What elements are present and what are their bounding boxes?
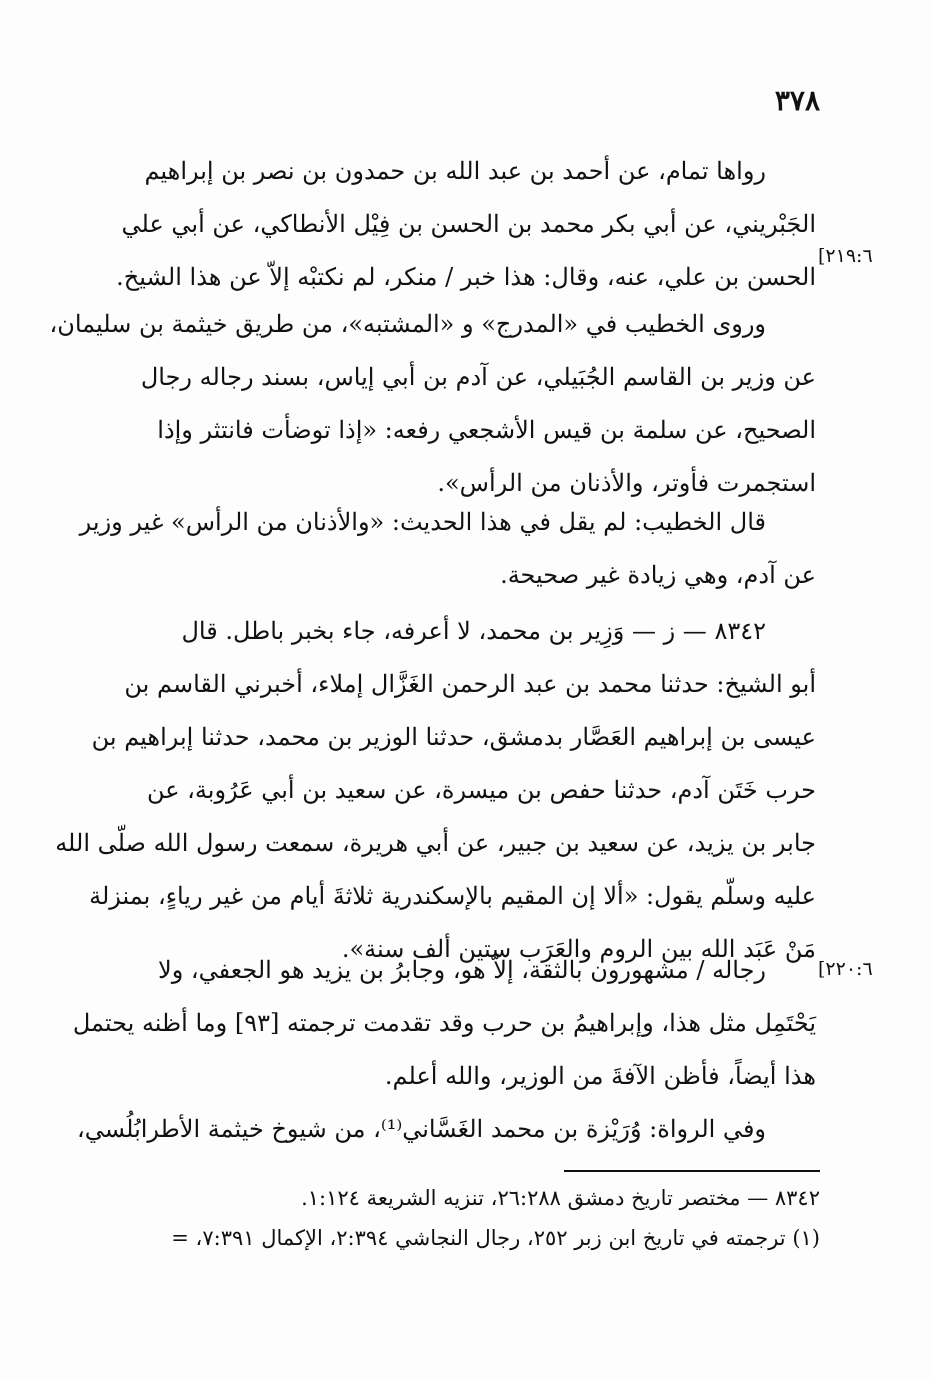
entry-8342 [55, 605, 816, 976]
paragraph-line: رواها تمام، عن أحمد بن عبد الله بن حمدون بن نصر بن إبراهيم [144, 157, 766, 185]
paragraph-line: قال الخطيب: لم يقل في هذا الحديث: «والأذنان من الرأس» غير وزير [79, 508, 766, 536]
margin-reference: [٢١٩:٦ [818, 245, 873, 267]
paragraph-6 [76, 1103, 816, 1156]
paragraph-line: الحسن بن علي، عنه، وقال: هذا خبر / منكر، لم نكتبْه إلاّ عن هذا الشيخ. [116, 263, 816, 291]
paragraph-line: الجَبْريني، عن أبي بكر محمد بن الحسن بن فِيْل الأنطاكي، عن أبي علي [121, 210, 816, 238]
paragraph-1 [112, 145, 816, 304]
paragraph-line: وفي الرواة: وُرَيْزة بن محمد الغَسَّاني⁽¹⁾، من شيوخ خيثمة الأطرابُلُسي، [76, 1115, 766, 1143]
paragraph-line: جابر بن يزيد، عن سعيد بن جبير، عن أبي هريرة، سمعت رسول الله صلّى الله [55, 829, 816, 857]
paragraph-line: رجاله / مشهورون بالثقة، إلاّ هو، وجابرُ بن يزيد هو الجعفي، ولا [158, 956, 766, 984]
paragraph-2 [49, 298, 816, 510]
page-number: ٣٧٨ [774, 84, 820, 117]
paragraph-3 [79, 496, 816, 602]
paragraph-line: أبو الشيخ: حدثنا محمد بن عبد الرحمن الغَزَّال إملاء، أخبرني القاسم بن [124, 670, 816, 698]
paragraph-line: هذا أيضاً، فأظن الآفةَ من الوزير، والله أعلم. [384, 1062, 816, 1090]
paragraph-line: الصحيح، عن سلمة بن قيس الأشجعي رفعه: «إذا توضأت فانتثر وإذا [157, 416, 816, 444]
footnote-entry-8342: ٨٣٤٢ — مختصر تاريخ دمشق ٢٦:٢٨٨، تنزيه الشريعة ١:١٢٤. [301, 1186, 820, 1210]
margin-reference: [٢٢٠:٦ [818, 958, 873, 980]
paragraph-line: وروى الخطيب في «المدرج» و «المشتبه»، من طريق خيثمة بن سليمان، [49, 310, 766, 338]
paragraph-line: استجمرت فأوتر، والأذنان من الرأس». [437, 469, 816, 497]
paragraph-line: عيسى بن إبراهيم العَصَّار بدمشق، حدثنا الوزير بن محمد، حدثنا إبراهيم بن [91, 723, 816, 751]
footnote-1: (١) ترجمته في تاريخ ابن زبر ٢٥٢، رجال النجاشي ٢:٣٩٤، الإكمال ٧:٣٩١، = [171, 1226, 820, 1250]
paragraph-5 [72, 944, 816, 1103]
footnote-separator [564, 1170, 820, 1172]
paragraph-line: ٨٣٤٢ — ز — وَزِير بن محمد، لا أعرفه، جاء بخبر باطل. قال [181, 617, 766, 645]
paragraph-line: حرب خَتَن آدم، حدثنا حفص بن ميسرة، عن سعيد بن أبي عَرُوبة، عن [146, 776, 816, 804]
paragraph-line: يَحْتَمِل مثل هذا، وإبراهيمُ بن حرب وقد تقدمت ترجمته [٩٣] وما أظنه يحتمل [72, 1009, 816, 1037]
paragraph-line: عن آدم، وهي زيادة غير صحيحة. [500, 561, 816, 589]
paragraph-line: عن وزير بن القاسم الجُبَيلي، عن آدم بن أبي إياس، بسند رجاله رجال [140, 363, 816, 391]
paragraph-line: مَنْ عَبَد الله بين الروم والعَرَب ستين ألف سنة». [341, 935, 816, 963]
paragraph-line: عليه وسلّم يقول: «ألا إن المقيم بالإسكندرية ثلاثةَ أيام من غير رياءٍ، بمنزلة [89, 882, 816, 910]
